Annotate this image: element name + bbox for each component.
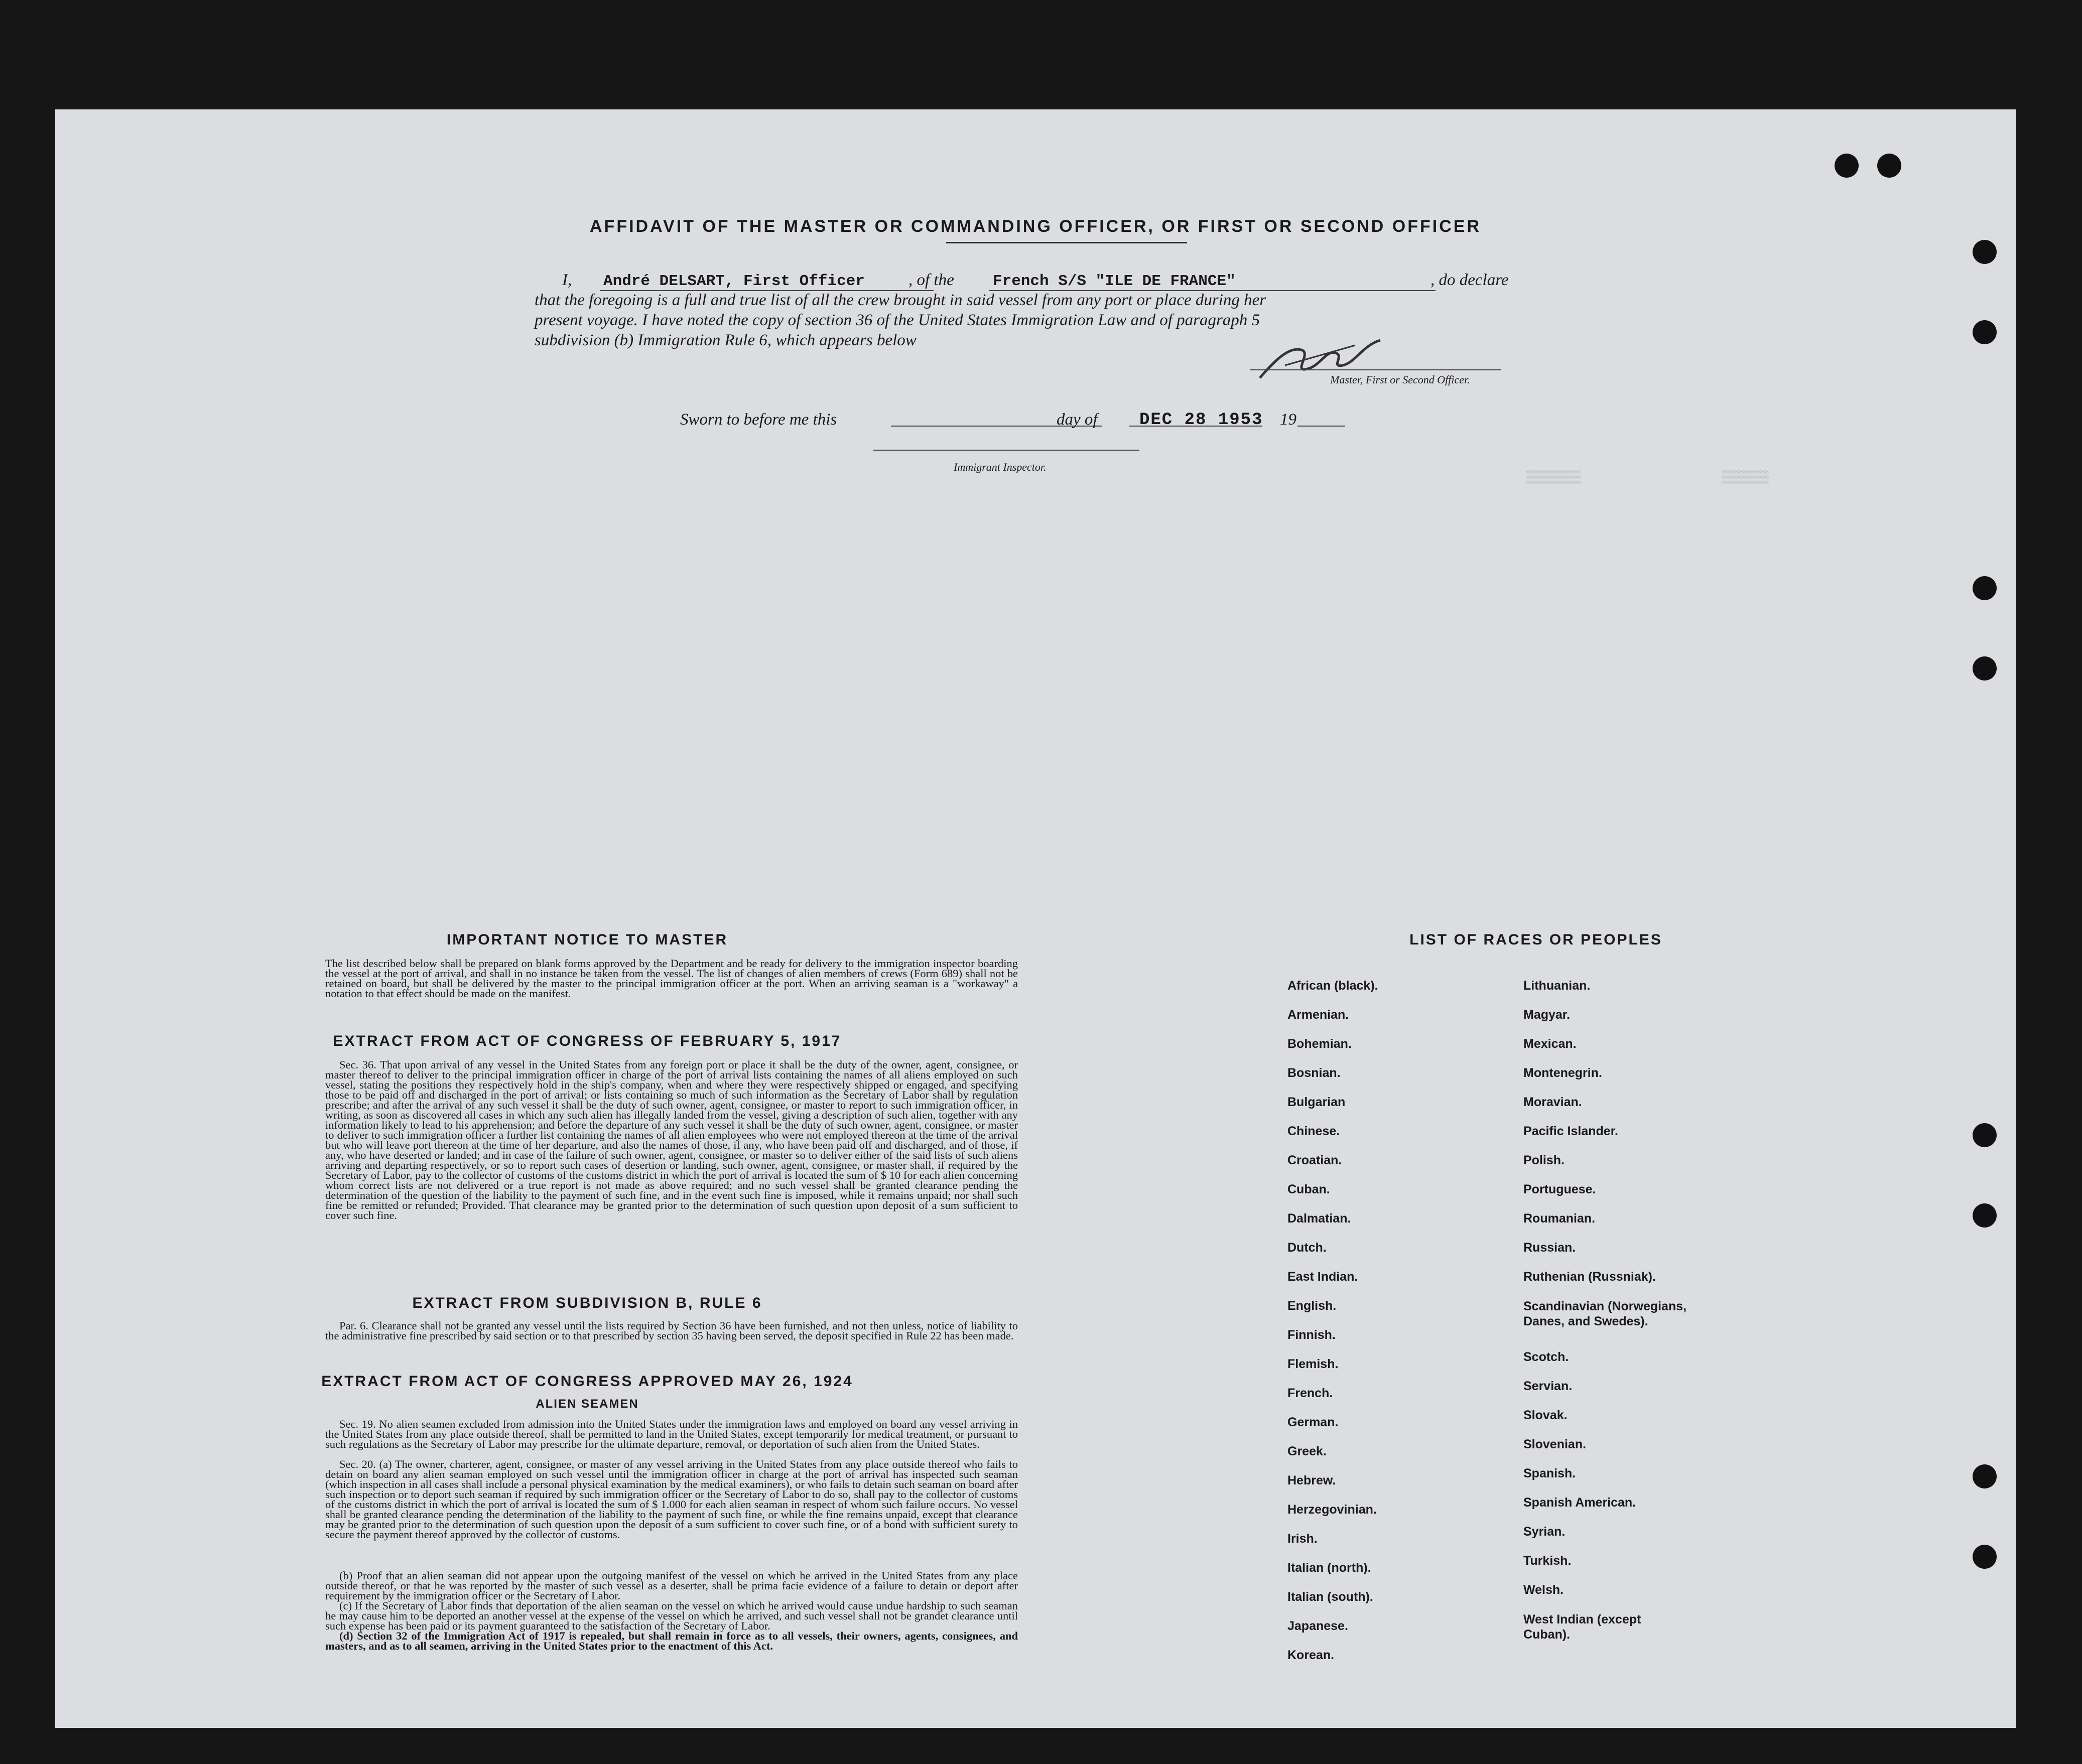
race-item: Armenian.	[1287, 1008, 1349, 1022]
race-item: Greek.	[1287, 1444, 1327, 1458]
signature-caption: Master, First or Second Officer.	[1330, 373, 1470, 386]
race-item: Welsh.	[1523, 1583, 1564, 1597]
race-item: Moravian.	[1523, 1095, 1582, 1109]
race-item: French.	[1287, 1386, 1333, 1400]
race-item: Italian (south).	[1287, 1590, 1373, 1604]
race-item: Cuban.	[1287, 1182, 1330, 1196]
extract3-sec20b: (b) Proof that an alien seaman did not appear upon the outgoing manifest of the vessel on which he arrived in the United States from any place outside thereof, or that he was reported by the master of such vessel as a deserter, shall be prima facie evidence of a failure to detain or deport after requirement by the immigration officer or the Secretary of Labor.	[325, 1569, 1018, 1602]
binder-hole	[1973, 576, 1997, 600]
race-item: Flemish.	[1287, 1357, 1339, 1371]
binder-hole	[1973, 320, 1997, 344]
vessel-name: French S/S "ILE DE FRANCE"	[993, 273, 1236, 290]
extract1-body: Sec. 36. That upon arrival of any vessel in the United States from any foreign port or place it shall be the duty of the owner, agent, consignee, or master thereof to deliver to the principal immigration officer in charge of the port of arrival lists containing the names of all aliens employed on such vessel, stating the positions they respectively hold in the ship's company, when and where they were respectively shipped or engaged, and specifying those to be paid off and discharged in the port of arrival; or lists containing so much of such information as the Secretary of Labor shall by regulation prescribe; and after the arrival of any such vessel it shall be the duty of such owner, agent, consignee, or master to report to such immigration officer, in writing, as soon as discovered all cases in which any such alien has illegally landed from the vessel, giving a description of such alien, together with any information likely to lead to his apprehension; and before the departure of any such vessel it shall be the duty of such owner, agent, consignee, or master to deliver to such immigration officer a further list containing the names of all alien employees who were not employed thereon at the time of the arrival but who will leave port thereon at the time of her departure, and also the names of those, if any, who have been paid off and discharged, and of those, if any, who have deserted or landed; and in case of the failure of such owner, agent, consignee, or master so to deliver either of the said lists of such aliens arriving and departing respectively, or so to report such cases of desertion or landing, such owner, agent, consignee, or master shall, if required by the Secretary of Labor, pay to the collector of customs of the customs district in which the port of arrival is located the sum of $ 10 for each alien concerning whom correct lists are not delivered or a true report is not made as above required; and no such vessel shall be granted clearance pending the determination of the question of the liability to the payment of such fine, and in the event such fine is imposed, while it remains unpaid; nor shall such fine be remitted or refunded; Provided. That clearance may be granted prior to the determination of such question upon deposit of a sum sufficient to cover such fine.	[325, 1058, 1018, 1222]
affidavit-line-3: present voyage. I have noted the copy of section 36 of the United States Immigration Law and of paragraph 5	[535, 311, 1260, 329]
race-item: Herzegovinian.	[1287, 1503, 1377, 1517]
race-item: Bulgarian	[1287, 1095, 1346, 1109]
binder-hole	[1973, 1545, 1997, 1569]
race-item: English.	[1287, 1299, 1337, 1313]
sworn-text: Sworn to before me this	[680, 411, 837, 429]
race-item: Italian (north).	[1287, 1561, 1371, 1575]
race-item: Slovak.	[1523, 1408, 1568, 1422]
race-item: Slovenian.	[1523, 1437, 1587, 1451]
race-item: Croatian.	[1287, 1153, 1342, 1167]
race-item: Montenegrin.	[1523, 1066, 1602, 1080]
extract3-sec19: Sec. 19. No alien seamen excluded from admission into the United States under the immigration laws and employed on board any vessel arriving in the United States from any place outside thereof, shall be permitted to land in the United States, except temporarily for medical treatment, or pursuant to such regulations as the Secretary of Labor may prescribe for the ultimate departure, removal, or deportation of such alien from the United States.	[325, 1418, 1018, 1450]
binder-hole	[1973, 1203, 1997, 1228]
race-item: Chinese.	[1287, 1124, 1340, 1138]
notice-body: The list described below shall be prepared on blank forms approved by the Department and be ready for delivery to the immigration inspector boarding the vessel at the port of arrival, and shall in no instance be taken from the vessel. The list of changes of alien members of crews (Form 689) shall not be retained on board, but shall be delivered by the master to the principal immigration officer at the port. When an arriving seaman is a "workaway" a notation to that effect should be made on the manifest.	[325, 957, 1018, 1000]
race-item: Japanese.	[1287, 1619, 1348, 1633]
binder-hole	[1835, 154, 1859, 178]
extract3-sec20c: (c) If the Secretary of Labor finds that deportation of the alien seaman on the vessel on which he arrived would cause undue hardship to such seaman he may cause him to be deported an another vessel at the expense of the vessel on which he arrived, and such vessel shall not be grandet clearance until such expense has been paid or its payment guaranteed to the satisfaction of the Secretary of Labor.	[325, 1599, 1018, 1632]
race-item: Polish.	[1523, 1153, 1565, 1167]
year-line	[1297, 426, 1345, 427]
race-item: Spanish.	[1523, 1466, 1576, 1480]
race-item: Magyar.	[1523, 1008, 1571, 1022]
race-item: Irish.	[1287, 1532, 1318, 1546]
affidavit-title: AFFIDAVIT OF THE MASTER OR COMMANDING OFFICER, OR FIRST OR SECOND OFFICER	[590, 217, 1481, 236]
race-item: African (black).	[1287, 979, 1378, 993]
race-item: Scandinavian (Norwegians, Danes, and Swedes).	[1523, 1299, 1687, 1328]
extract2-body: Par. 6. Clearance shall not be granted any vessel until the lists required by Section 36 have been furnished, and not then unless, notice of liability to the administrative fine prescribed by said section or to that prescribed by section 35 having been served, the deposit specified in Rule 22 has been made.	[325, 1319, 1018, 1342]
race-item: Spanish American.	[1523, 1496, 1636, 1510]
affidavit-i: I,	[562, 271, 572, 289]
race-item: Russian.	[1523, 1241, 1576, 1255]
extract3-sec20d: (d) Section 32 of the Immigration Act of 1917 is repealed, but shall remain in force as to all vessels, their owners, agents, consignees, and masters, and as to all seamen, arriving in the United States prior to the enactment of this Act.	[325, 1630, 1018, 1652]
race-item: Bohemian.	[1287, 1037, 1352, 1051]
ghost-text: ▒▒▒▒▒▒	[1722, 470, 1769, 485]
races-title: LIST OF RACES OR PEOPLES	[1409, 931, 1662, 948]
binder-hole	[1973, 1123, 1997, 1147]
affidavit-line-2: that the foregoing is a full and true list of all the crew brought in said vessel from any port or place during her	[535, 291, 1266, 309]
race-item: East Indian.	[1287, 1270, 1358, 1284]
binder-hole	[1877, 154, 1901, 178]
race-item: Pacific Islander.	[1523, 1124, 1618, 1138]
binder-hole	[1973, 656, 1997, 681]
race-item: Ruthenian (Russniak).	[1523, 1270, 1656, 1284]
race-item: Servian.	[1523, 1379, 1573, 1393]
extract1-title: EXTRACT FROM ACT OF CONGRESS OF FEBRUARY 5, 1917	[333, 1033, 842, 1049]
extract3-title: EXTRACT FROM ACT OF CONGRESS APPROVED MAY 26, 1924	[321, 1373, 853, 1390]
extract2-title: EXTRACT FROM SUBDIVISION B, RULE 6	[412, 1295, 762, 1311]
race-item: Syrian.	[1523, 1525, 1566, 1539]
binder-hole	[1973, 240, 1997, 264]
race-item: Lithuanian.	[1523, 979, 1591, 993]
extract3-sec20a: Sec. 20. (a) The owner, charterer, agent, consignee, or master of any vessel arriving in the United States from any place outside thereof who fails to detain on board any alien seaman employed on such vessel until the immigration officer in charge at the port of arrival has inspected such seaman (which inspection in all cases shall include a personal physical examination by the medical examiners), or who fails to detain such seaman on board after such inspection or to deport such seaman if required by such immigration officer or the Secretary of Labor to do so, shall pay to the collector of customs of the customs district in which the port of arrival is located the sum of $ 1.000 for each alien seaman in respect of whom such failure occurs. No vessel shall be granted clearance pending the determination of the liability to the payment of such fine, or while the fine remains unpaid, except that clearance may be granted prior to the determination of such question upon the deposit of a sum sufficient to cover such fine, or of a bond with sufficient surety to secure the payment thereof approved by the collector of customs.	[325, 1458, 1018, 1541]
race-item: Finnish.	[1287, 1328, 1336, 1342]
signature-line	[1250, 369, 1501, 370]
race-item: Scotch.	[1523, 1350, 1569, 1364]
race-item: Mexican.	[1523, 1037, 1577, 1051]
manifest-page	[55, 109, 2016, 1728]
ghost-text: ▒▒▒▒▒▒▒	[1526, 470, 1581, 485]
officer-name: André DELSART, First Officer	[603, 273, 865, 290]
race-item: Korean.	[1287, 1648, 1335, 1662]
inspector-line	[873, 450, 1139, 451]
date-line	[1129, 426, 1262, 427]
title-underline	[946, 242, 1187, 243]
notice-title: IMPORTANT NOTICE TO MASTER	[446, 931, 728, 948]
race-item: West Indian (except Cuban).	[1523, 1612, 1641, 1642]
inspector-caption: Immigrant Inspector.	[954, 461, 1047, 473]
race-item: Portuguese.	[1523, 1182, 1596, 1196]
race-item: Hebrew.	[1287, 1473, 1336, 1487]
extract3-subtitle: ALIEN SEAMEN	[536, 1397, 639, 1411]
race-item: Roumanian.	[1523, 1211, 1596, 1226]
date-stamp: DEC 28 1953	[1139, 411, 1263, 430]
affidavit-line-4: subdivision (b) Immigration Rule 6, which appears below	[535, 331, 917, 349]
race-item: Dalmatian.	[1287, 1211, 1351, 1226]
race-item: Turkish.	[1523, 1554, 1572, 1568]
do-declare-text: , do declare	[1430, 271, 1509, 289]
binder-hole	[1973, 1464, 1997, 1488]
race-item: German.	[1287, 1415, 1339, 1429]
of-the-text: , of the	[908, 271, 954, 289]
year-prefix: 19	[1280, 411, 1296, 429]
race-item: Dutch.	[1287, 1241, 1327, 1255]
race-item: Bosnian.	[1287, 1066, 1341, 1080]
day-of-text: day of	[1057, 411, 1098, 429]
